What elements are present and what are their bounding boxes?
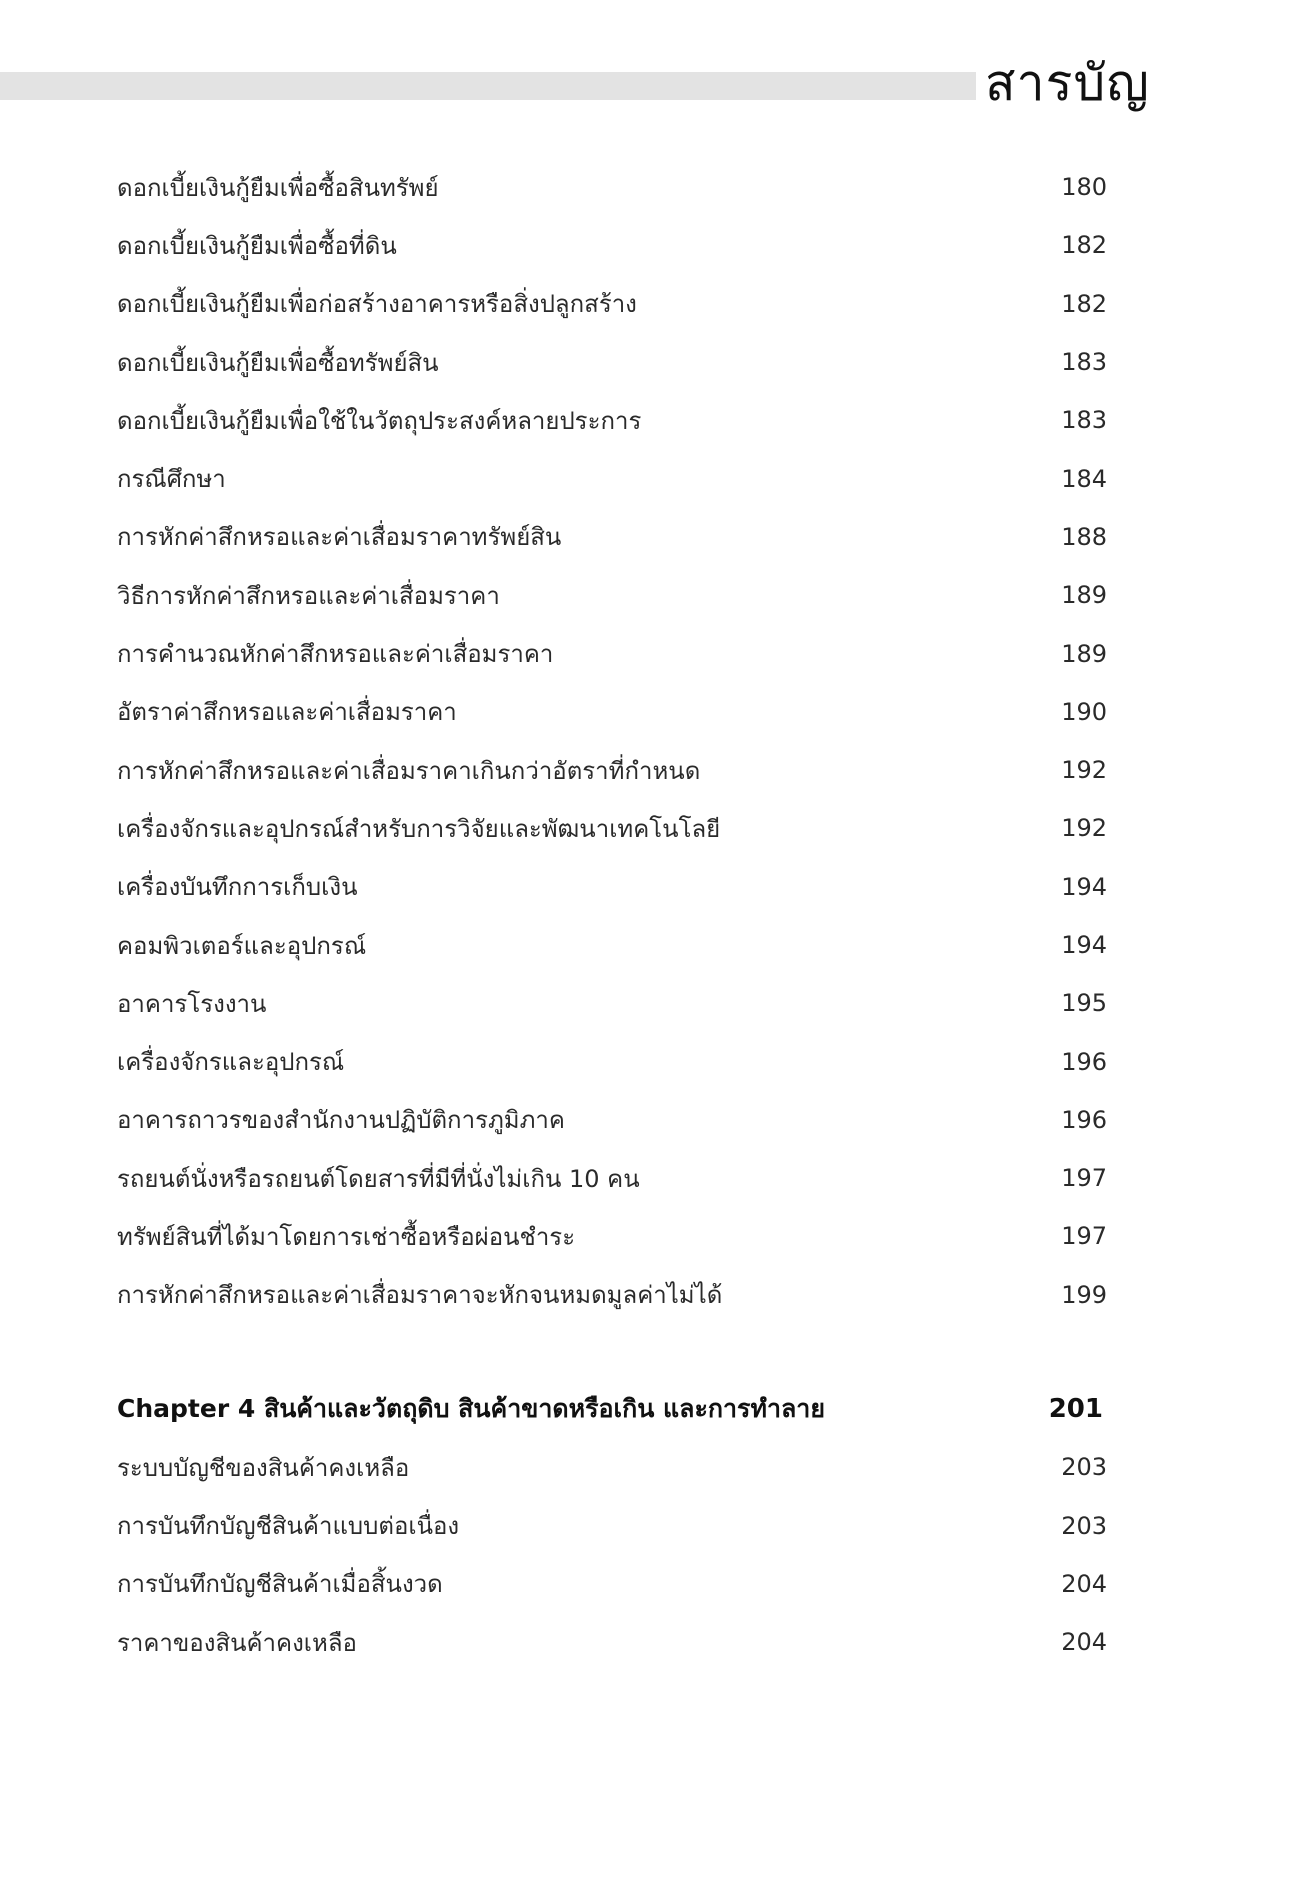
toc-entry-label: เครื่องจักรและอุปกรณ์สำหรับการวิจัยและพัฒนาเทคโนโลยี xyxy=(117,814,721,843)
toc-entry[interactable] xyxy=(117,799,1107,857)
toc-entry[interactable] xyxy=(117,1497,1107,1555)
toc-entry-label: อัตราค่าสึกหรอและค่าเสื่อมราคา xyxy=(117,698,457,727)
toc-entry-label: ดอกเบี้ยเงินกู้ยืมเพื่อซื้อทรัพย์สิน xyxy=(117,348,439,377)
toc-entry-label: อาคารถาวรของสำนักงานปฏิบัติการภูมิภาค xyxy=(117,1106,565,1135)
toc-entry-page: 192 xyxy=(1061,756,1107,785)
toc-entry-page: 183 xyxy=(1061,348,1107,377)
toc-entry-page: 204 xyxy=(1061,1628,1107,1657)
toc-entry-page: 182 xyxy=(1061,289,1107,318)
toc-entry[interactable] xyxy=(117,1149,1107,1207)
toc-entry[interactable] xyxy=(117,683,1107,741)
toc-entry-label: การบันทึกบัญชีสินค้าเมื่อสิ้นงวด xyxy=(117,1570,443,1599)
toc-entry-page: 190 xyxy=(1061,697,1107,726)
toc-entry-label: ราคาของสินค้าคงเหลือ xyxy=(117,1628,357,1657)
toc-entry-label: ทรัพย์สินที่ได้มาโดยการเช่าซื้อหรือผ่อนชำระ xyxy=(117,1222,576,1251)
toc-entry-label: ดอกเบี้ยเงินกู้ยืมเพื่อซื้อที่ดิน xyxy=(117,231,397,260)
toc-entry-label: ดอกเบี้ยเงินกู้ยืมเพื่อก่อสร้างอาคารหรือสิ่งปลูกสร้าง xyxy=(117,290,637,319)
toc-entry-page: 189 xyxy=(1061,639,1107,668)
toc-entry[interactable] xyxy=(117,1613,1107,1671)
toc-entry-label: รถยนต์นั่งหรือรถยนต์โดยสารที่มีที่นั่งไม่เกิน 10 คน xyxy=(117,1164,640,1193)
toc-entry-page: 195 xyxy=(1061,989,1107,1018)
toc-entry[interactable] xyxy=(117,275,1107,333)
toc-entry-page: 196 xyxy=(1061,1047,1107,1076)
toc-entry-label: เครื่องบันทึกการเก็บเงิน xyxy=(117,873,358,902)
toc-entry-page: 188 xyxy=(1061,522,1107,551)
page-title: สารบัญ xyxy=(985,54,1150,112)
toc-entry[interactable] xyxy=(117,158,1107,216)
toc-entry-page: 199 xyxy=(1061,1280,1107,1309)
toc-entry[interactable] xyxy=(117,1032,1107,1090)
toc-entry-page: 197 xyxy=(1061,1164,1107,1193)
toc-entry-page: 192 xyxy=(1061,814,1107,843)
toc-entry-label: วิธีการหักค่าสึกหรอและค่าเสื่อมราคา xyxy=(117,581,500,610)
toc-entry-page: 197 xyxy=(1061,1222,1107,1251)
toc-entry-label: การหักค่าสึกหรอและค่าเสื่อมราคาเกินกว่าอัตราที่กำหนด xyxy=(117,756,701,785)
toc-entry[interactable] xyxy=(117,624,1107,682)
toc-entry-label: ดอกเบี้ยเงินกู้ยืมเพื่อซื้อสินทรัพย์ xyxy=(117,173,439,202)
toc-entry-label: คอมพิวเตอร์และอุปกรณ์ xyxy=(117,931,367,960)
toc-entry[interactable] xyxy=(117,858,1107,916)
toc-entry[interactable] xyxy=(117,449,1107,507)
toc-entry-label: อาคารโรงงาน xyxy=(117,989,267,1018)
toc-entry-page: 203 xyxy=(1061,1453,1107,1482)
toc-entry-page: 194 xyxy=(1061,931,1107,959)
toc-entry[interactable] xyxy=(117,1091,1107,1149)
toc-entry[interactable] xyxy=(117,508,1107,566)
toc-entry-label: การคำนวณหักค่าสึกหรอและค่าเสื่อมราคา xyxy=(117,640,554,669)
toc-entry-label: การบันทึกบัญชีสินค้าแบบต่อเนื่อง xyxy=(117,1512,460,1541)
toc-entry[interactable] xyxy=(117,974,1107,1032)
toc-entry[interactable] xyxy=(117,1207,1107,1265)
toc-chapter-heading[interactable] xyxy=(117,1380,1107,1438)
toc-entry-page: 203 xyxy=(1061,1511,1107,1540)
toc-entry[interactable] xyxy=(117,916,1107,974)
toc-entry[interactable] xyxy=(117,566,1107,624)
toc-entry-page: 183 xyxy=(1061,406,1107,435)
table-of-contents xyxy=(117,158,1107,1671)
toc-entry[interactable] xyxy=(117,1555,1107,1613)
toc-entry-page: 184 xyxy=(1061,464,1107,493)
toc-entry-label: กรณีศึกษา xyxy=(117,465,226,494)
toc-entry[interactable] xyxy=(117,741,1107,799)
toc-entry-page: 194 xyxy=(1061,872,1107,901)
toc-entry-page: 189 xyxy=(1061,581,1107,610)
toc-entry-page: 182 xyxy=(1061,231,1107,260)
toc-chapter-label: Chapter 4 สินค้าและวัตถุดิบ สินค้าขาดหรือเกิน และการทำลาย xyxy=(117,1394,825,1424)
toc-entry-label: ดอกเบี้ยเงินกู้ยืมเพื่อใช้ในวัตถุประสงค์หลายประการ xyxy=(117,406,642,435)
toc-entry-page: 180 xyxy=(1061,173,1107,202)
toc-entry-label: การหักค่าสึกหรอและค่าเสื่อมราคาทรัพย์สิน xyxy=(117,523,562,552)
header-bar xyxy=(0,72,976,100)
toc-entry-label: การหักค่าสึกหรอและค่าเสื่อมราคาจะหักจนหมดมูลค่าไม่ได้ xyxy=(117,1281,723,1310)
toc-entry-page: 196 xyxy=(1061,1105,1107,1134)
toc-entry[interactable] xyxy=(117,1266,1107,1324)
toc-entry-page: 204 xyxy=(1061,1569,1107,1598)
toc-entry[interactable] xyxy=(117,333,1107,391)
toc-entry[interactable] xyxy=(117,216,1107,274)
toc-entry-label: ระบบบัญชีของสินค้าคงเหลือ xyxy=(117,1453,410,1482)
toc-entry-label: เครื่องจักรและอุปกรณ์ xyxy=(117,1048,345,1077)
toc-entry[interactable] xyxy=(117,391,1107,449)
toc-chapter-page: 201 xyxy=(1048,1394,1103,1425)
toc-entry[interactable] xyxy=(117,1438,1107,1496)
